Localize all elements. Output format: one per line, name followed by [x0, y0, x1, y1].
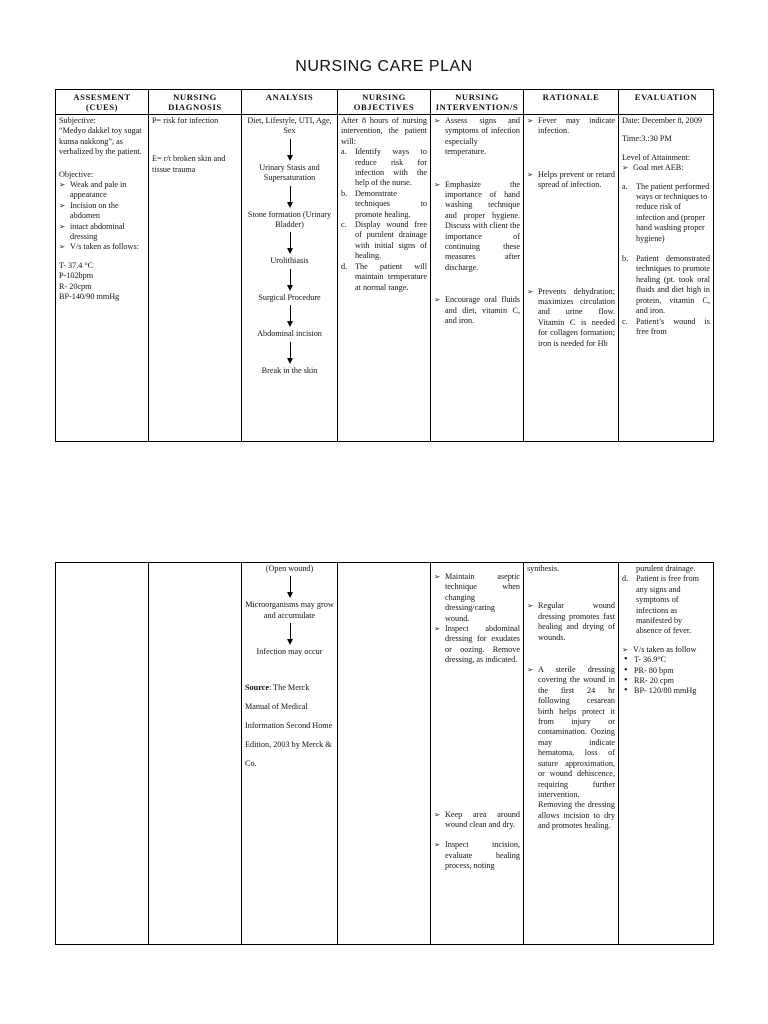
analysis-cell-continued: [242, 563, 338, 945]
rationale-cell-continued: [524, 563, 619, 945]
header-analysis: ANALYSIS: [242, 90, 338, 115]
list-item: ➢ Encourage oral fluids and diet, vitamin C, and iron.: [434, 295, 520, 326]
content-row: [56, 563, 714, 945]
header-cues: ASSESMENT (CUES): [56, 90, 149, 115]
source-label: Source: [245, 682, 269, 692]
objectives-intro: After 8 hours of nursing intervention, the patient will:: [341, 116, 427, 146]
rationale-list: [527, 601, 615, 831]
down-arrow-icon: [245, 184, 334, 210]
list-item: • BP- 120/80 mmHg: [622, 686, 710, 696]
header-interventions: NURSING INTERVENTION/S: [431, 90, 524, 115]
list-item: ➢ Maintain aseptic technique when changing dressing/caring wound.: [434, 572, 520, 624]
analysis-step: Microorganisms may grow and accumulate: [245, 600, 334, 620]
diagnosis-problem: P= risk for infection: [152, 116, 219, 125]
down-arrow-icon: [245, 574, 334, 600]
header-diagnosis: NURSING DIAGNOSIS: [149, 90, 242, 115]
diagnosis-cell: [149, 115, 242, 442]
list-item: ➢ Inspect incision, evaluate healing process, noting: [434, 840, 520, 871]
list-item: ➢ Regular wound dressing promotes fast healing and drying of wounds.: [527, 601, 615, 643]
list-item: ➢ Prevents dehydration; maximizes circulation and urine flow. Vitamin C is needed for collagen formation; iron is needed for Hb: [527, 287, 615, 349]
eval-goal: ➢ Goal met AEB:: [622, 163, 710, 173]
list-item: ➢ Emphasize the importance of hand washing technique and proper hygiene. Discuss with client the importance of continuing these measures after discharge.: [434, 180, 520, 274]
analysis-step: Urolithiasis: [270, 256, 309, 266]
list-item: ➢ Assess signs and symptoms of infection especially temperature.: [434, 116, 520, 158]
list-item: ➢ Keep area around wound clean and dry.: [434, 810, 520, 831]
vital-pulse: P-102bpm: [59, 271, 94, 281]
list-item: • RR- 20 cpm: [622, 676, 710, 686]
header-evaluation: EVALUATION: [619, 90, 714, 115]
diagnosis-etiology: E= r/t broken skin and tissue trauma: [152, 154, 226, 174]
list-item: a. Identify ways to reduce risk for infection with the help of the nurse.: [341, 147, 427, 188]
vital-resp: R- 20cpm: [59, 281, 92, 291]
down-arrow-icon: [245, 267, 334, 293]
evaluation-cell: [619, 115, 714, 442]
interventions-cell-continued: [431, 563, 524, 945]
eval-vitals-label-list: [622, 645, 710, 655]
analysis-cell: [242, 115, 338, 442]
analysis-step: Surgical Procedure: [258, 292, 321, 302]
analysis-step: (Open wound): [265, 564, 314, 573]
cues-cell-continued: [56, 563, 149, 945]
subjective-label: Subjective:: [59, 116, 96, 125]
subjective-text: “Medyo dakkel toy sugat kunsa nakkong”, as verbalized by the patient.: [59, 126, 142, 157]
analysis-step: Infection may occur: [256, 647, 323, 657]
list-item: b. Demonstrate techniques to promote healing.: [341, 188, 427, 219]
list-item: ➢ Fever may indicate infection.: [527, 116, 615, 137]
eval-time: Time:3.:30 PM: [622, 134, 672, 144]
analysis-step: Urinary Stasis and Supersaturation: [259, 162, 320, 183]
list-item: ➢ Weak and pale in appearance: [59, 180, 145, 201]
objectives-list: [341, 147, 427, 293]
eval-date: Date: December 8, 2009: [622, 116, 703, 125]
eval-vitals-list: [622, 655, 710, 697]
rationale-cell: [524, 115, 619, 442]
down-arrow-icon: [245, 230, 334, 256]
rationale-list: [527, 116, 615, 349]
header-rationale: RATIONALE: [524, 90, 619, 115]
list-item: c. Display wound free of purulent drainage with initial signs of healing.: [341, 220, 427, 261]
list-item: • PR- 80 bpm: [622, 666, 710, 676]
list-item: ➢ Incision on the abdomen: [59, 201, 145, 222]
page-title: NURSING CARE PLAN: [295, 58, 473, 75]
header-objectives: NURSING OBJECTIVES: [338, 90, 431, 115]
list-item: c. Patient’s wound is free from: [622, 316, 710, 336]
list-item: d. The patient will maintain temperature at normal range.: [341, 261, 427, 292]
eval-goal-list: [622, 163, 710, 173]
care-plan-table-page1: [55, 89, 714, 442]
list-item: • T- 36.9°C: [622, 655, 710, 665]
down-arrow-icon: [245, 340, 334, 366]
list-item: ➢ Inspect abdominal dressing for exudates or oozing. Remove dressing, as indicated.: [434, 624, 520, 666]
evaluation-cell-continued: [619, 563, 714, 945]
eval-vitals-label: ➢ V/s taken as follow: [622, 645, 710, 655]
list-item: a. The patient performed ways or techniques to reduce risk of infection and (proper hand washing proper hygiene): [622, 181, 710, 243]
diagnosis-cell-continued: [149, 563, 242, 945]
header-row: [56, 90, 714, 115]
interventions-cell: [431, 115, 524, 442]
objectives-cell: [338, 115, 431, 442]
content-row: [56, 115, 714, 442]
eval-level: Level of Attainment:: [622, 152, 691, 162]
objective-list: [59, 180, 145, 253]
cues-cell: [56, 115, 149, 442]
objective-label: Objective:: [59, 169, 94, 179]
rationale-continued: synthesis.: [527, 564, 560, 573]
list-item: d. Patient is free from any signs and symptoms of infections as manifested by absence of fever.: [622, 574, 699, 636]
analysis-step: Diet, Lifestyle, UTI, Age, Sex: [247, 116, 332, 136]
analysis-step: Abdominal incision: [257, 329, 322, 339]
eval-list: [622, 182, 710, 338]
eval-continued: purulent drainage.: [636, 564, 696, 573]
list-item: ➢ intact abdominal dressing: [59, 222, 145, 243]
care-plan-table-page2: [55, 562, 714, 945]
down-arrow-icon: [245, 621, 334, 647]
down-arrow-icon: [245, 137, 334, 163]
source-citation: [245, 678, 334, 773]
interventions-list: [434, 572, 520, 872]
down-arrow-icon: [245, 303, 334, 329]
list-item: ➢ V/s taken as follows:: [59, 242, 145, 252]
vital-temp: T- 37.4 °C: [59, 260, 94, 270]
objectives-cell-continued: [338, 563, 431, 945]
eval-list: [622, 574, 710, 636]
source-text: : The Merck Manual of Medical Information Second Home Edition, 2003 by Merck & Co.: [245, 682, 333, 768]
analysis-step: Stone formation (Urinary Bladder): [247, 209, 332, 230]
list-item: b. Patient demonstrated techniques to promote healing (pt. took oral fluids and diet high in protein, vitamin C, and iron.: [622, 254, 710, 316]
analysis-step: Break in the skin: [261, 365, 318, 375]
list-item: ➢ A sterile dressing covering the wound in the first 24 hr following cesarean birth helps protect it from injury or contamination. Oozing may indicate hematoma, loss of suture approximation, or wound dehiscence, requiring further intervention. Removing the dressing allows incision to dry and promotes healing.: [527, 665, 615, 832]
list-item: ➢ Helps prevent or retard spread of infection.: [527, 170, 615, 191]
vital-bp: BP-140/90 mmHg: [59, 292, 120, 302]
interventions-list: [434, 116, 520, 327]
